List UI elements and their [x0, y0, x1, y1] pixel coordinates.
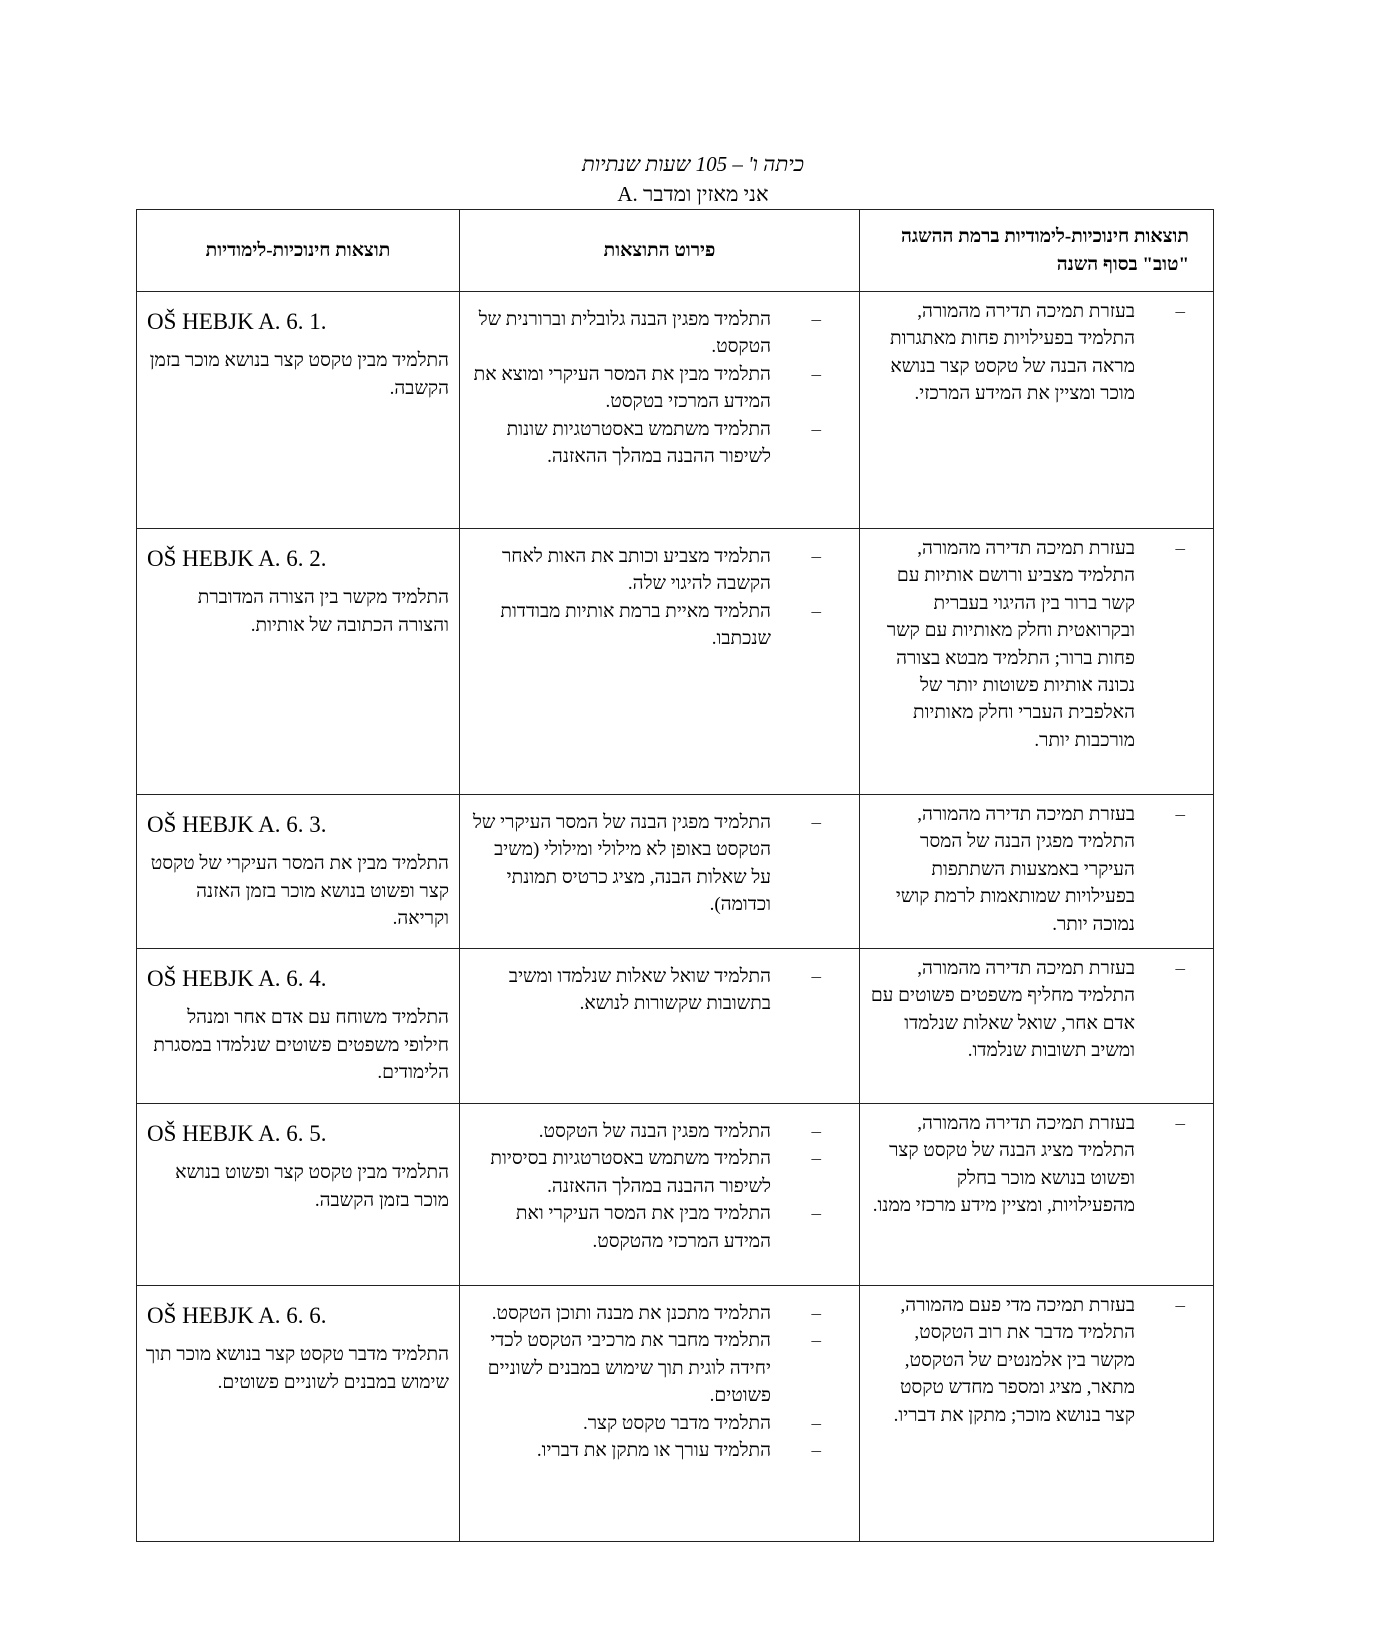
outcome-cell [137, 795, 460, 949]
bullet-item: – התלמיד משתמש באסטרטגיות שונות לשיפור ההבנה במהלך ההאזנה. [470, 416, 771, 471]
details-cell [460, 949, 860, 1104]
bullet-item: – התלמיד מפגין הבנה של הטקסט. [470, 1118, 771, 1145]
bullet-item: – בעזרת תמיכה תדירה מהמורה, התלמיד מצביע ורושם אותיות עם קשר ברור בין ההיגוי בעברית ובקרואטית וחלק מאותיות עם קשר פחות ברור; התלמיד מבטא בצורה נכונה אותיות פשוטות יותר של האלפבית העברי וחלק מאותיות מורכבות יותר. [866, 535, 1135, 754]
table-row [137, 529, 1214, 795]
outcome-code: OŠ HEBJK A. 6. 5. [147, 1121, 327, 1146]
bullet-item: – התלמיד מצביע וכותב את האות לאחר הקשבה להיגוי שלה. [470, 543, 771, 598]
details-cell [460, 292, 860, 529]
header-good-level: תוצאות חינוכיות-לימודיות ברמת ההשגה "טוב" בסוף השנה [860, 210, 1214, 292]
outcome-code: OŠ HEBJK A. 6. 6. [147, 1303, 327, 1328]
bullet-item: – התלמיד מתכנן את מבנה ותוכן הטקסט. [470, 1300, 771, 1327]
outcome-description: התלמיד מדבר טקסט קצר בנושא מוכר תוך שימוש במבנים לשוניים פשוטים. [145, 1344, 449, 1393]
table-row [137, 795, 1214, 949]
outcome-cell [137, 949, 460, 1104]
outcome-description: התלמיד מבין טקסט קצר בנושא מוכר בזמן הקשבה. [149, 350, 449, 399]
good-level-cell [860, 1286, 1214, 1542]
good-level-cell [860, 795, 1214, 949]
bullet-item: – התלמיד שואל שאלות שנלמדו ומשיב בתשובות שקשורות לנושא. [470, 963, 771, 1018]
bullet-item: – בעזרת תמיכה תדירה מהמורה, התלמיד מפגין הבנה של המסר העיקרי באמצעות השתתפות בפעילויות שמותאמות לרמת קושי נמוכה יותר. [866, 801, 1135, 938]
details-cell [460, 1286, 860, 1542]
outcomes-table [136, 209, 1214, 1542]
bullet-item: – התלמיד מבין את המסר העיקרי ומוצא את המידע המרכזי בטקסט. [470, 361, 771, 416]
outcome-description: התלמיד מבין את המסר העיקרי של טקסט קצר ופשוט בנושא מוכר בזמן האזנה וקריאה. [150, 853, 449, 930]
table-row [137, 1104, 1214, 1286]
details-cell [460, 529, 860, 795]
section-title: A. אני מאזין ומדבר [617, 182, 769, 206]
header-outcomes: תוצאות חינוכיות-לימודיות [137, 210, 460, 292]
table-row [137, 949, 1214, 1104]
bullet-item: – בעזרת תמיכה מדי פעם מהמורה, התלמיד מדבר את רוב הטקסט, מקשר בין אלמנטים של הטקסט, מתאר, מציג ומספר מחדש טקסט קצר בנושא מוכר; מתקן את דבריו. [866, 1292, 1135, 1429]
header-details: פירוט התוצאות [460, 210, 860, 292]
outcome-cell [137, 292, 460, 529]
bullet-item: – התלמיד מפגין הבנה גלובלית וברורנית של הטקסט. [470, 306, 771, 361]
bullet-item: – התלמיד מדבר טקסט קצר. [470, 1410, 771, 1437]
bullet-item: – התלמיד מבין את המסר העיקרי ואת המידע המרכזי מהטקסט. [470, 1200, 771, 1255]
details-cell [460, 795, 860, 949]
outcome-code: OŠ HEBJK A. 6. 4. [147, 966, 327, 991]
bullet-item: – התלמיד משתמש באסטרטגיות בסיסיות לשיפור ההבנה במהלך ההאזנה. [470, 1145, 771, 1200]
table-header-row [137, 210, 1214, 292]
bullet-item: – בעזרת תמיכה תדירה מהמורה, התלמיד מחליף משפטים פשוטים עם אדם אחר, שואל שאלות שנלמדו ומשיב תשובות שנלמדו. [866, 955, 1135, 1065]
bullet-item: – התלמיד עורך או מתקן את דבריו. [470, 1437, 771, 1464]
good-level-cell [860, 949, 1214, 1104]
good-level-cell [860, 529, 1214, 795]
details-cell [460, 1104, 860, 1286]
good-level-cell [860, 292, 1214, 529]
outcome-description: התלמיד מקשר בין הצורה המדוברת והצורה הכתובה של אותיות. [197, 587, 449, 636]
bullet-item: – בעזרת תמיכה תדירה מהמורה, התלמיד בפעילויות פחות מאתגרות מראה הבנה של טקסט קצר בנושא מוכר ומציין את המידע המרכזי. [866, 298, 1135, 408]
outcome-code: OŠ HEBJK A. 6. 2. [147, 546, 327, 571]
document-title: כיתה ו' – 105 שעות שנתיות [581, 152, 805, 176]
good-level-cell [860, 1104, 1214, 1286]
bullet-item: – התלמיד מאיית ברמת אותיות מבודדות שנכתבו. [470, 598, 771, 653]
table-row [137, 1286, 1214, 1542]
outcome-description: התלמיד מבין טקסט קצר ופשוט בנושא מוכר בזמן הקשבה. [175, 1162, 449, 1211]
outcome-code: OŠ HEBJK A. 6. 3. [147, 812, 327, 837]
bullet-item: – בעזרת תמיכה תדירה מהמורה, התלמיד מציג הבנה של טקסט קצר ופשוט בנושא מוכר בחלק מהפעילויות, ומציין מידע מרכזי ממנו. [866, 1110, 1135, 1220]
outcome-cell [137, 1104, 460, 1286]
outcome-code: OŠ HEBJK A. 6. 1. [147, 309, 327, 334]
outcome-cell [137, 529, 460, 795]
bullet-item: – התלמיד מפגין הבנה של המסר העיקרי של הטקסט באופן לא מילולי ומילולי (משיב על שאלות הבנה, מציג כרטיס תמונתי וכדומה). [470, 809, 771, 919]
table-row [137, 292, 1214, 529]
outcome-cell [137, 1286, 460, 1542]
outcome-description: התלמיד משוחח עם אדם אחר ומנהל חילופי משפטים פשוטים שנלמדו במסגרת הלימודים. [153, 1007, 449, 1084]
bullet-item: – התלמיד מחבר את מרכיבי הטקסט לכדי יחידה לוגית תוך שימוש במבנים לשוניים פשוטים. [470, 1327, 771, 1409]
